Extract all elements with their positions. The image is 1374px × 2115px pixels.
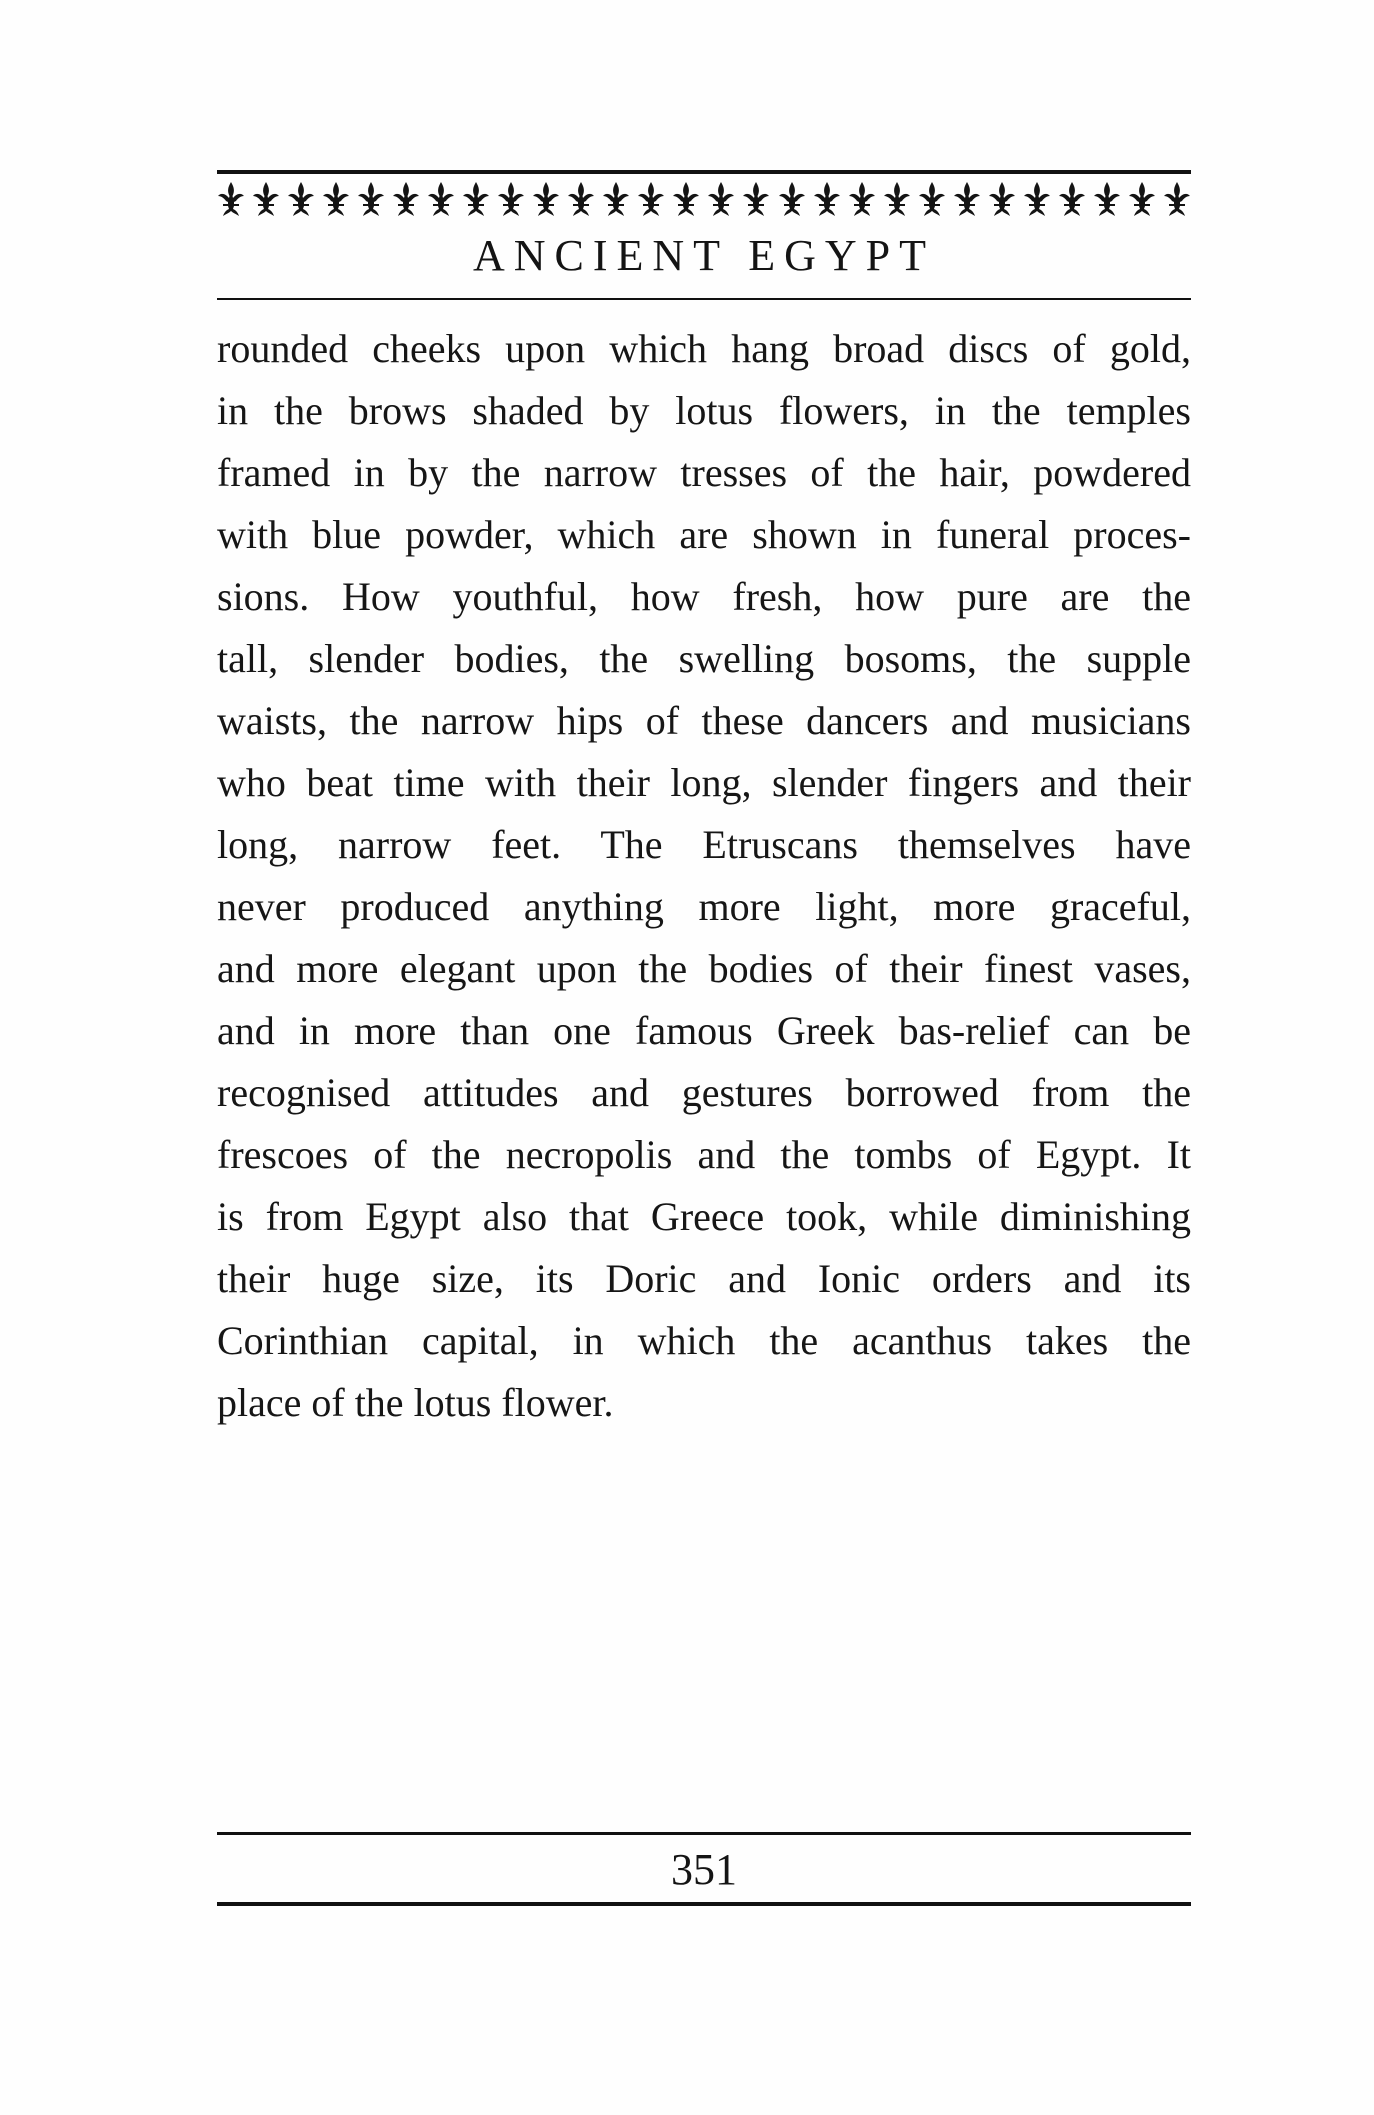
page-number: 351 <box>671 1845 737 1894</box>
header-bottom-rule <box>217 298 1191 300</box>
fleur-de-lis-icon <box>953 181 981 217</box>
fleur-de-lis-icon <box>497 181 525 217</box>
fleur-de-lis-icon <box>1093 181 1121 217</box>
fleur-de-lis-icon <box>567 181 595 217</box>
fleur-de-lis-icon <box>217 181 245 217</box>
fleur-de-lis-icon <box>918 181 946 217</box>
text-line: frescoes of the necropolis and the tombs of Egypt. It <box>217 1132 1191 1177</box>
text-line: long, narrow feet. The Etruscans themselves have <box>217 822 1191 867</box>
ornament-band <box>217 178 1191 220</box>
fleur-de-lis-icon <box>988 181 1016 217</box>
text-line: is from Egypt also that Greece took, while diminishing <box>217 1194 1191 1239</box>
running-head-title: ANCIENT EGYPT <box>472 231 936 280</box>
fleur-de-lis-icon <box>778 181 806 217</box>
text-line: recognised attitudes and gestures borrowed from the <box>217 1070 1191 1115</box>
header-top-rule <box>217 170 1191 174</box>
fleur-de-lis-icon <box>1128 181 1156 217</box>
fleur-de-lis-icon <box>252 181 280 217</box>
fleur-de-lis-icon <box>883 181 911 217</box>
fleur-de-lis-icon <box>532 181 560 217</box>
text-line: waists, the narrow hips of these dancers and musicians <box>217 698 1191 743</box>
fleur-de-lis-icon <box>1023 181 1051 217</box>
text-line: framed in by the narrow tresses of the hair, powdered <box>217 450 1191 495</box>
fleur-de-lis-icon <box>848 181 876 217</box>
fleur-de-lis-icon <box>813 181 841 217</box>
text-line: rounded cheeks upon which hang broad discs of gold, <box>217 326 1191 371</box>
text-line: with blue powder, which are shown in funeral proces- <box>217 512 1191 557</box>
fleur-de-lis-icon <box>427 181 455 217</box>
fleur-de-lis-icon <box>672 181 700 217</box>
text-line: tall, slender bodies, the swelling bosoms, the supple <box>217 636 1191 681</box>
text-line: in the brows shaded by lotus flowers, in the temples <box>217 388 1191 433</box>
fleur-de-lis-icon <box>637 181 665 217</box>
fleur-de-lis-icon <box>357 181 385 217</box>
text-line: Corinthian capital, in which the acanthus takes the <box>217 1318 1191 1363</box>
text-line: sions. How youthful, how fresh, how pure are the <box>217 574 1191 619</box>
text-line: place of the lotus flower. <box>217 1380 614 1425</box>
text-line: and in more than one famous Greek bas-relief can be <box>217 1008 1191 1053</box>
text-line: their huge size, its Doric and Ionic orders and its <box>217 1256 1191 1301</box>
fleur-de-lis-icon <box>707 181 735 217</box>
text-line: who beat time with their long, slender fingers and their <box>217 760 1191 805</box>
fleur-de-lis-icon <box>392 181 420 217</box>
fleur-de-lis-icon <box>322 181 350 217</box>
fleur-de-lis-icon <box>287 181 315 217</box>
fleur-de-lis-icon <box>1058 181 1086 217</box>
footer-bottom-rule <box>217 1902 1191 1906</box>
text-line: and more elegant upon the bodies of their finest vases, <box>217 946 1191 991</box>
body-text <box>217 318 1191 1434</box>
fleur-de-lis-icon <box>1163 181 1191 217</box>
footer-top-rule <box>217 1832 1191 1835</box>
fleur-de-lis-icon <box>602 181 630 217</box>
fleur-de-lis-icon <box>462 181 490 217</box>
fleur-de-lis-icon <box>742 181 770 217</box>
text-line: never produced anything more light, more graceful, <box>217 884 1191 929</box>
